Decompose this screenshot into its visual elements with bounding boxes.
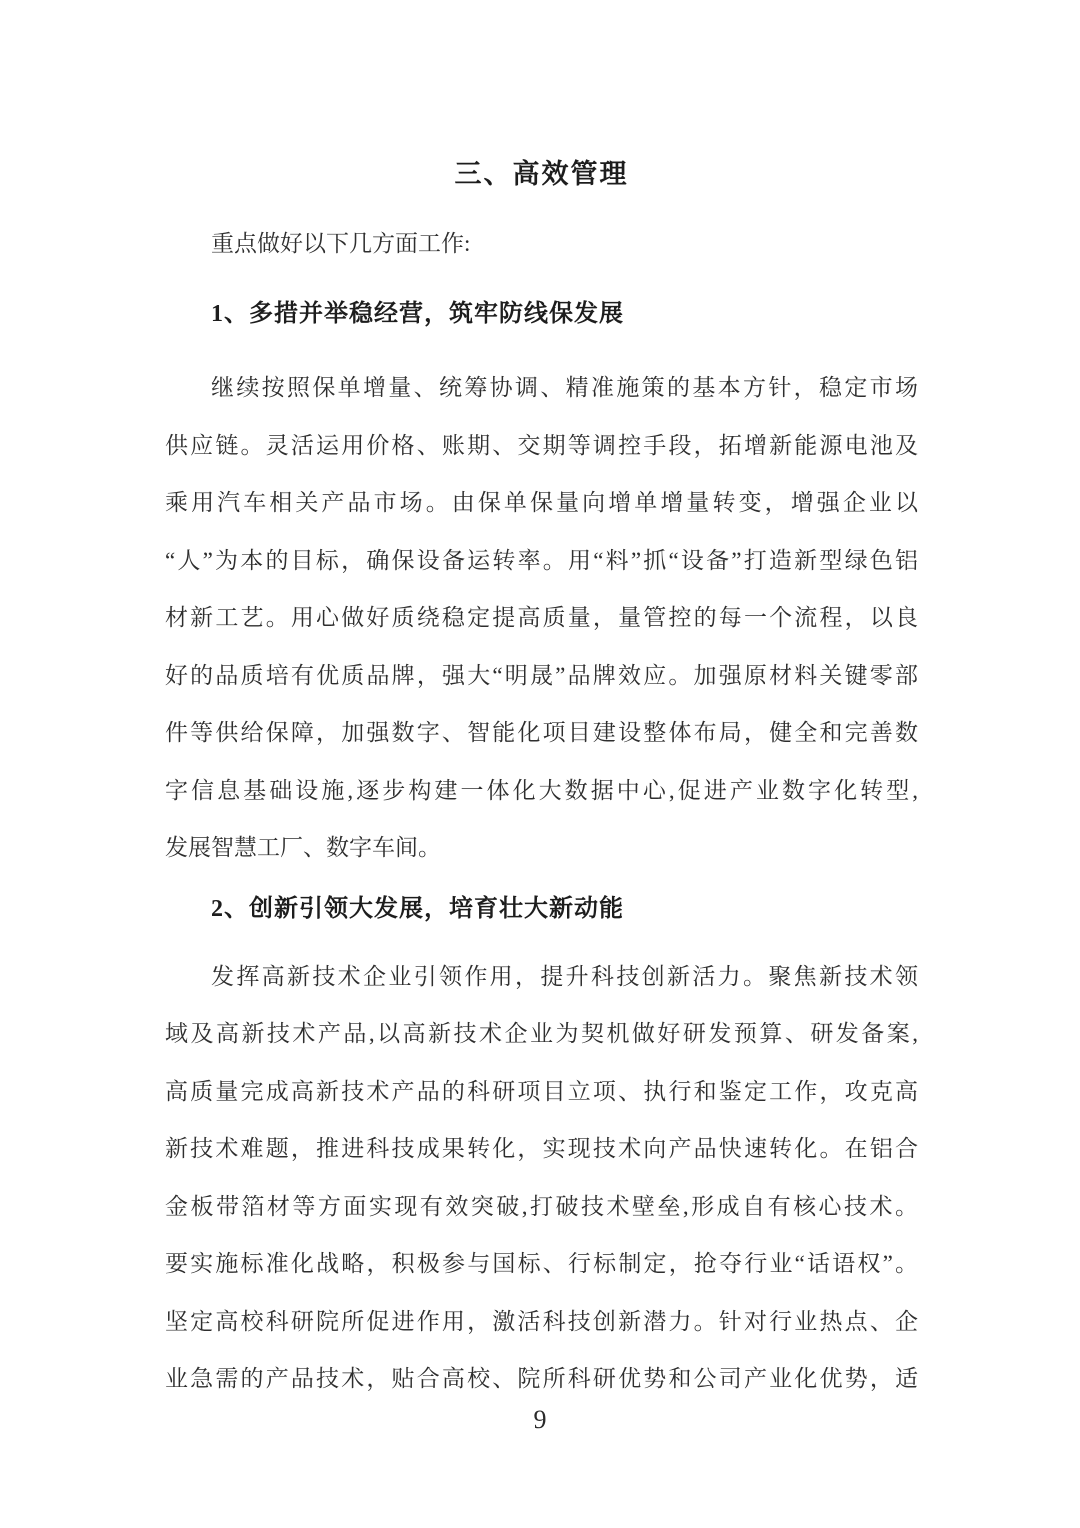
paragraph-line: 发挥高新技术企业引领作用，提升科技创新活力。聚焦新技术领 — [211, 963, 918, 989]
section-heading: 1、多措并举稳经营，筑牢防线保发展 — [211, 301, 624, 327]
paragraph-line: 坚定高校科研院所促进作用，激活科技创新潜力。针对行业热点、企 — [165, 1308, 918, 1334]
paragraph-line: 发展智慧工厂、数字车间。 — [165, 835, 441, 860]
paragraph-line: 供应链。灵活运用价格、账期、交期等调控手段，拓增新能源电池及 — [165, 432, 918, 458]
body-paragraph — [165, 948, 918, 1408]
paragraph-line: 字信息基础设施,逐步构建一体化大数据中心,促进产业数字化转型, — [165, 777, 918, 803]
section-heading: 2、创新引领大发展，培育壮大新动能 — [211, 895, 624, 922]
paragraph-line: 件等供给保障，加强数字、智能化项目建设整体布局，健全和完善数 — [165, 720, 918, 745]
paragraph-line: 材新工艺。用心做好质绕稳定提高质量，量管控的每一个流程，以良 — [165, 605, 918, 630]
paragraph-line: 要实施标准化战略，积极参与国标、行标制定，抢夺行业“话语权”。 — [165, 1251, 918, 1276]
paragraph-line: 高质量完成高新技术产品的科研项目立项、执行和鉴定工作，攻克高 — [165, 1078, 918, 1104]
paragraph-line: “人”为本的目标，确保设备运转率。用“料”抓“设备”打造新型绿色铝 — [165, 547, 918, 573]
paragraph-line: 域及高新技术产品,以高新技术企业为契机做好研发预算、研发备案, — [165, 1021, 918, 1046]
paragraph-line: 金板带箔材等方面实现有效突破,打破技术壁垒,形成自有核心技术。 — [165, 1193, 918, 1219]
paragraph-line: 业急需的产品技术，贴合高校、院所科研优势和公司产业化优势，适 — [165, 1366, 918, 1391]
paragraph-line: 继续按照保单增量、统筹协调、精准施策的基本方针，稳定市场 — [211, 375, 918, 400]
paragraph-line: 乘用汽车相关产品市场。由保单保量向增单增量转变，增强企业以 — [165, 490, 918, 515]
lead-sentence: 重点做好以下几方面工作: — [211, 231, 471, 256]
paragraph-line: 新技术难题，推进科技成果转化，实现技术向产品快速转化。在铝合 — [165, 1136, 918, 1161]
document-body — [165, 0, 918, 1408]
paragraph-line: 好的品质培有优质品牌，强大“明晟”品牌效应。加强原材料关键零部 — [165, 662, 918, 688]
page-title: 三、高效管理 — [454, 159, 629, 189]
page-number-footer: 9 — [533, 1405, 547, 1434]
body-paragraph — [165, 359, 918, 877]
